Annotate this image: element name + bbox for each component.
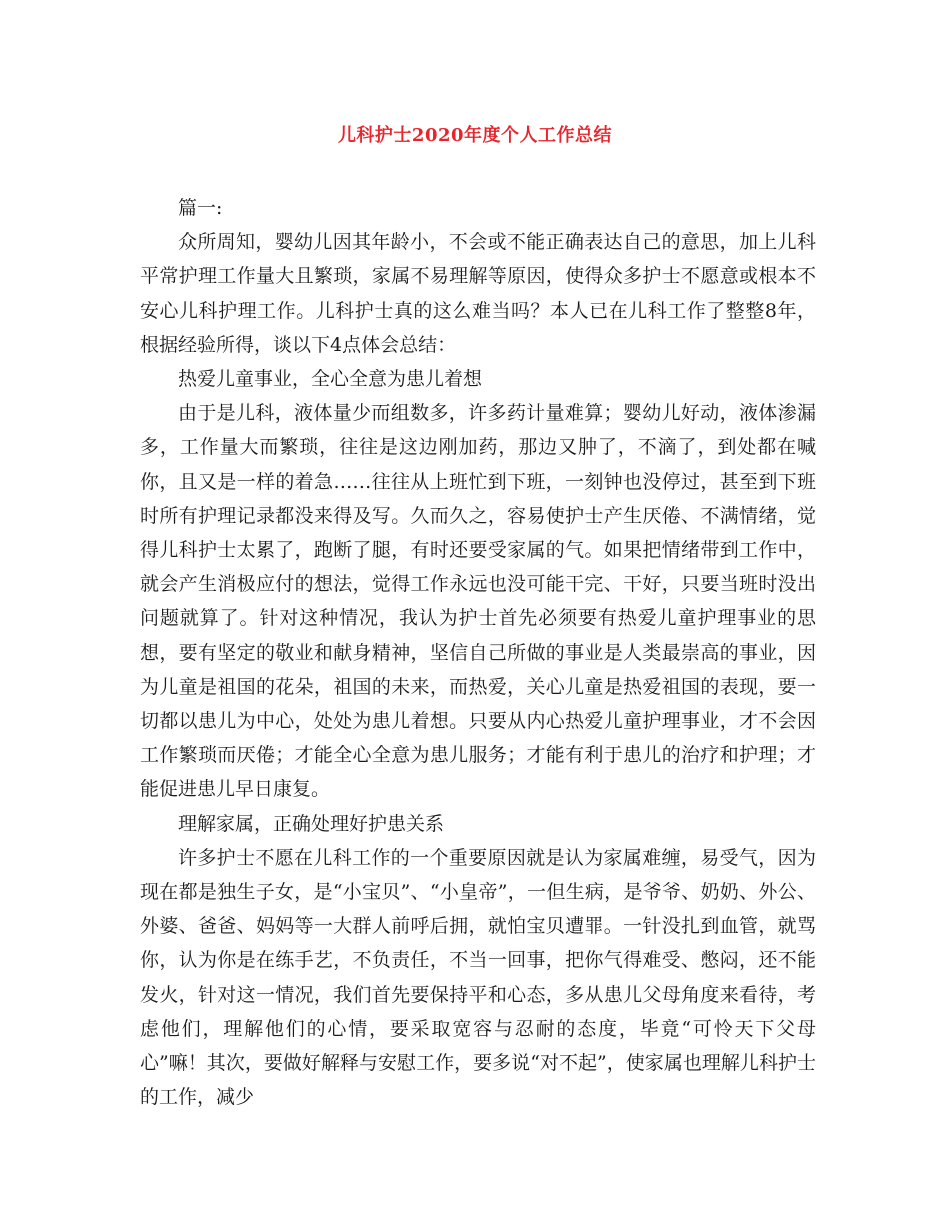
section-label: 篇一: — [178, 197, 223, 219]
body-paragraph: 由于是儿科，液体量少而组数多，许多药计量难算；婴幼儿好动，液体渗漏多，工作量大而繁琐，往往是这边刚加药，那边又肿了，不滴了，到处都在喊你，且又是一样的着急……往往从上班忙到下班，一刻钟也没停过，甚至到下班时所有护理记录都没来得及写。久而久之，容易使护士产生厌倦、不满情绪，觉得儿科护士太累了，跑断了腿，有时还要受家属的气。如果把情绪带到工作中，就会产生消极应付的想法，觉得工作永远也没可能干完、干好，只要当班时没出问题就算了。针对这种情况，我认为护士首先必须要有热爱儿童护理事业的思想，要有坚定的敬业和献身精神，坚信自己所做的事业是人类最崇高的事业，因为儿童是祖国的花朵，祖国的未来，而热爱，关心儿童是热爱祖国的表现，要一切都以患儿为中心，处处为患儿着想。只要从内心热爱儿童护理事业，才不会因工作繁琐而厌倦；才能全心全意为患儿服务；才能有利于患儿的治疗和护理；才能促进患儿早日康复。 — [140, 402, 816, 801]
section-heading: 热爱儿童事业，全心全意为患儿着想 — [178, 368, 483, 391]
document-title: 儿科护士2020年度个人工作总结 — [337, 125, 613, 146]
section-heading: 理解家属，正确处理好护患关系 — [178, 812, 445, 835]
document-body — [140, 191, 816, 1114]
body-paragraph: 许多护士不愿在儿科工作的一个重要原因就是认为家属难缠，易受气，因为现在都是独生子女，是“小宝贝”、“小皇帝”，一但生病，是爷爷、奶奶、外公、外婆、爸爸、妈妈等一大群人前呼后拥，就怕宝贝遭罪。一针没扎到血管，就骂你，认为你是在练手艺，不负责任，不当一回事，把你气得难受、憋闷，还不能发火，针对这一情况，我们首先要保持平和心态，多从患儿父母角度来看待，考虑他们，理解他们的心情，要采取宽容与忍耐的态度，毕竟“可怜天下父母心”嘛！其次，要做好解释与安慰工作，要多说“对不起”，使家属也理解儿科护士的工作，减少 — [140, 846, 816, 1109]
body-paragraph: 众所周知，婴幼儿因其年龄小，不会或不能正确表达自己的意思，加上儿科平常护理工作量大且繁琐，家属不易理解等原因，使得众多护士不愿意或根本不安心儿科护理工作。儿科护士真的这么难当吗？本人已在儿科工作了整整8年，根据经验所得，谈以下4点体会总结： — [140, 231, 816, 356]
